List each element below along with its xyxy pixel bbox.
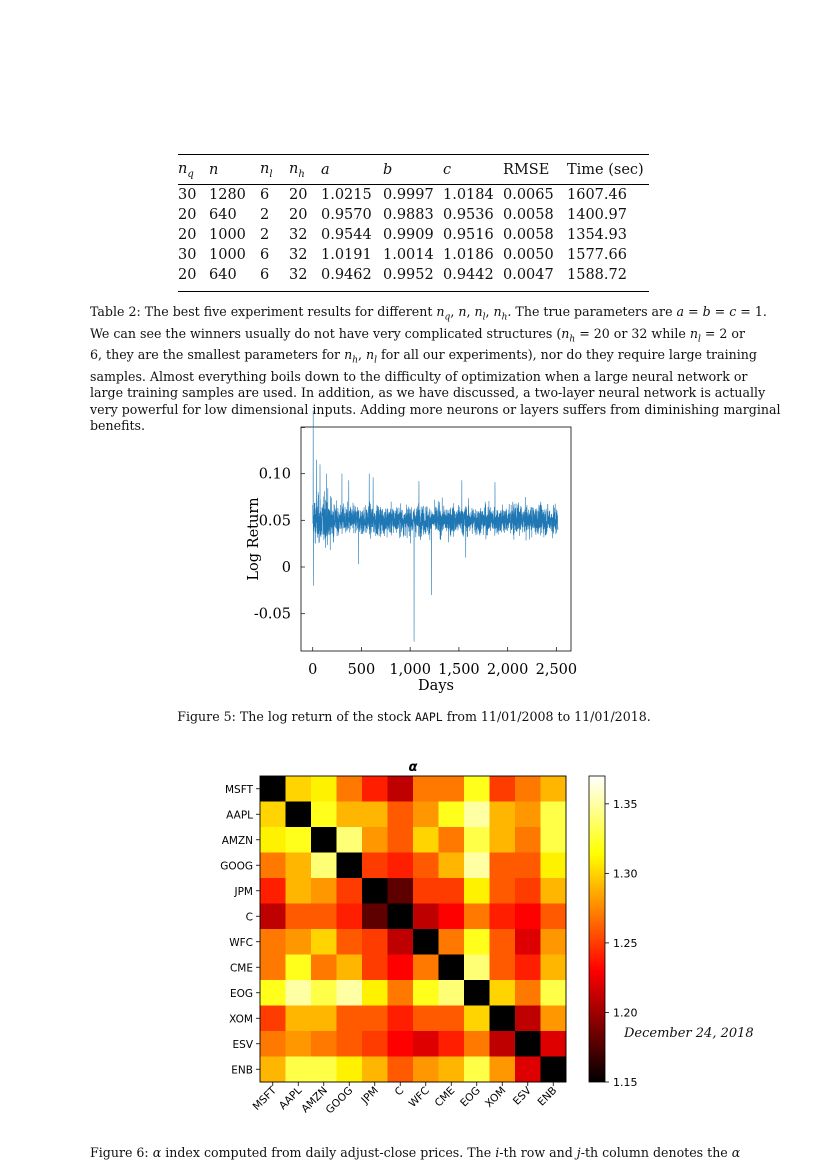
colorbar-tick-label: 1.15 <box>613 1076 638 1089</box>
heatmap-cell <box>490 904 516 930</box>
heatmap-col-label: AMZN <box>299 1084 330 1116</box>
heatmap-cell <box>337 827 363 853</box>
header-c: c <box>443 162 452 178</box>
heatmap-cell <box>286 980 312 1006</box>
header-time: Time (sec) <box>567 162 644 178</box>
heatmap-cell <box>464 776 490 802</box>
heatmap-cell <box>464 1006 490 1032</box>
heatmap-cell <box>311 802 337 828</box>
header-nq: $n_q$ <box>178 160 194 180</box>
table-cell: 6 <box>260 187 270 203</box>
y-tick-label: 0.05 <box>258 513 291 530</box>
table-cell: 1577.66 <box>567 247 627 263</box>
table-cell: 1000 <box>209 227 246 243</box>
table-caption-line: We can see the winners usually do not have very complicated structures ($n_h = 20$ or 32 while $n_l = 2$ or <box>90 325 746 345</box>
heatmap-cell <box>388 878 414 904</box>
header-nh: $n_h$ <box>289 160 305 180</box>
table-cell: 1280 <box>209 187 246 203</box>
heatmap-cell <box>311 929 337 955</box>
heatmap-cell <box>337 853 363 879</box>
heatmap-row-label: ESV <box>232 1038 253 1051</box>
table-caption-line: large training samples are used. In addition, as we have discussed, a two-layer neural network is actually <box>90 385 766 401</box>
x-tick-label: 1,000 <box>389 662 431 678</box>
heatmap-cell <box>362 1057 388 1083</box>
heatmap-cell <box>388 980 414 1006</box>
table-cell: 20 <box>289 187 308 203</box>
heatmap-cell <box>362 878 388 904</box>
heatmap-col-label: JPM <box>359 1084 381 1107</box>
heatmap-cell <box>515 802 541 828</box>
heatmap-cell <box>260 827 286 853</box>
header-n: n <box>209 162 219 178</box>
heatmap-row-label: JPM <box>234 885 253 898</box>
heatmap-cell <box>439 929 465 955</box>
heatmap-cell <box>260 802 286 828</box>
heatmap-cell <box>413 878 439 904</box>
heatmap-cell <box>439 1006 465 1032</box>
heatmap-row-label: WFC <box>229 936 253 949</box>
table-cell: 0.9462 <box>321 267 372 283</box>
table-cell: 0.0050 <box>503 247 554 263</box>
heatmap-cell <box>490 827 516 853</box>
heatmap-row-label: MSFT <box>225 783 253 796</box>
heatmap-cell <box>490 929 516 955</box>
heatmap-cell <box>515 853 541 879</box>
header-rmse: RMSE <box>503 162 550 178</box>
heatmap-col-label: ESV <box>510 1084 534 1108</box>
table-cell: 20 <box>289 207 308 223</box>
date-stamp: December 24, 2018 <box>624 1026 754 1041</box>
heatmap-cell <box>286 802 312 828</box>
table-cell: 1.0215 <box>321 187 372 203</box>
table-caption-line: 6, they are the smallest parameters for $n_h$, $n_l$ for all our experiments), nor do they require large training <box>90 347 757 366</box>
heatmap-cell <box>286 904 312 930</box>
heatmap-cell <box>260 776 286 802</box>
figure5-xlabel: Days <box>418 678 454 694</box>
heatmap-col-label: C <box>392 1084 407 1099</box>
heatmap-row-label: ENB <box>231 1064 253 1077</box>
heatmap-cell <box>515 980 541 1006</box>
x-tick-label: 2,500 <box>535 662 578 678</box>
heatmap-cell <box>464 1057 490 1083</box>
figure5-plot-frame <box>301 427 571 651</box>
heatmap-cell <box>362 1031 388 1057</box>
heatmap-cell <box>490 980 516 1006</box>
heatmap-cell <box>337 1006 363 1032</box>
figure6-caption <box>90 1145 741 1161</box>
figure5-caption-prefix: Figure 5: The log return of the stock <box>177 709 415 724</box>
colorbar-tick-label: 1.35 <box>613 797 638 811</box>
table-cell: 1.0184 <box>443 187 494 203</box>
table-caption-line: very powerful for low dimensional inputs. Adding more neurons or layers suffers from diminishing marginal <box>90 401 781 417</box>
heatmap-cell <box>286 1031 312 1057</box>
heatmap-row-label: GOOG <box>220 860 253 873</box>
heatmap-cell <box>362 853 388 879</box>
heatmap-cell <box>515 1031 541 1057</box>
heatmap-cell <box>286 827 312 853</box>
colorbar-tick-label: 1.30 <box>613 867 638 881</box>
heatmap-cell <box>311 904 337 930</box>
heatmap-cell <box>515 878 541 904</box>
table-cell: 1607.46 <box>567 187 627 203</box>
figure5-ylabel: Log Return <box>246 497 262 581</box>
figure6-cells <box>260 776 566 1082</box>
table-cell: 0.0065 <box>503 187 554 203</box>
table-caption-line: benefits. <box>90 417 146 433</box>
heatmap-cell <box>464 1031 490 1057</box>
figure5-caption <box>90 709 738 725</box>
heatmap-cell <box>515 929 541 955</box>
heatmap-cell <box>439 980 465 1006</box>
heatmap-cell <box>464 853 490 879</box>
table-cell: 0.9909 <box>383 227 434 243</box>
heatmap-cell <box>311 878 337 904</box>
x-tick-label: 1,500 <box>438 662 480 678</box>
heatmap-cell <box>490 878 516 904</box>
table-cell: 1000 <box>209 247 246 263</box>
heatmap-cell <box>541 1057 567 1083</box>
colorbar-tick-label: 1.20 <box>613 1006 638 1020</box>
heatmap-cell <box>490 1031 516 1057</box>
heatmap-cell <box>541 929 567 955</box>
heatmap-cell <box>260 1057 286 1083</box>
heatmap-cell <box>490 1057 516 1083</box>
figure6-caption-line: Figure 6: α index computed from daily adjust-close prices. The i-th row and j-th column denotes the α <box>90 1145 741 1160</box>
heatmap-row-label: AMZN <box>221 834 253 847</box>
y-tick-label: -0.05 <box>253 606 291 623</box>
table-cell: 640 <box>209 267 237 283</box>
table-cell: 1.0186 <box>443 247 494 263</box>
heatmap-cell <box>541 802 567 828</box>
table-cell: 0.0058 <box>503 227 554 243</box>
heatmap-cell <box>362 980 388 1006</box>
heatmap-cell <box>260 955 286 981</box>
heatmap-cell <box>413 955 439 981</box>
heatmap-cell <box>541 776 567 802</box>
table-cell: 20 <box>178 267 197 283</box>
heatmap-col-label: WFC <box>406 1084 432 1110</box>
figure6-colorbar-ticks <box>605 798 638 1089</box>
figure5-series-line <box>313 411 558 642</box>
heatmap-cell <box>490 955 516 981</box>
heatmap-cell <box>286 878 312 904</box>
heatmap-cell <box>413 1057 439 1083</box>
x-tick-label: 0 <box>308 662 318 678</box>
heatmap-cell <box>260 980 286 1006</box>
table-cell: 0.0058 <box>503 207 554 223</box>
heatmap-cell <box>362 955 388 981</box>
table-cell: 0.9536 <box>443 207 494 223</box>
heatmap-cell <box>311 1006 337 1032</box>
figure5-caption-suffix: from 11/01/2008 to 11/01/2018. <box>442 709 651 724</box>
heatmap-col-label: MSFT <box>250 1084 279 1113</box>
figure5-caption-ticker: AAPL <box>415 710 443 724</box>
heatmap-cell <box>388 776 414 802</box>
heatmap-cell <box>388 955 414 981</box>
heatmap-cell <box>439 1057 465 1083</box>
heatmap-cell <box>464 802 490 828</box>
heatmap-cell <box>490 776 516 802</box>
heatmap-col-label: GOOG <box>323 1084 356 1117</box>
heatmap-cell <box>413 929 439 955</box>
table-cell: 0.9570 <box>321 207 372 223</box>
heatmap-row-label: C <box>245 911 253 924</box>
heatmap-row-label: AAPL <box>226 809 253 822</box>
heatmap-cell <box>439 827 465 853</box>
heatmap-col-label: CME <box>432 1084 458 1110</box>
heatmap-cell <box>541 878 567 904</box>
heatmap-cell <box>388 853 414 879</box>
heatmap-cell <box>337 1057 363 1083</box>
heatmap-cell <box>337 904 363 930</box>
heatmap-cell <box>413 853 439 879</box>
heatmap-cell <box>311 955 337 981</box>
heatmap-cell <box>311 980 337 1006</box>
heatmap-cell <box>541 1006 567 1032</box>
heatmap-cell <box>515 776 541 802</box>
heatmap-cell <box>260 904 286 930</box>
heatmap-row-label: CME <box>229 962 253 975</box>
y-tick-label: 0 <box>281 560 291 576</box>
heatmap-cell <box>337 980 363 1006</box>
heatmap-cell <box>337 1031 363 1057</box>
heatmap-cell <box>541 1031 567 1057</box>
heatmap-cell <box>464 955 490 981</box>
heatmap-cell <box>439 878 465 904</box>
heatmap-cell <box>439 955 465 981</box>
heatmap-cell <box>439 1031 465 1057</box>
heatmap-cell <box>362 1006 388 1032</box>
heatmap-cell <box>362 904 388 930</box>
heatmap-cell <box>260 1006 286 1032</box>
table-cell: 1.0191 <box>321 247 372 263</box>
heatmap-col-label: ENB <box>535 1084 560 1109</box>
y-tick-label: 0.10 <box>258 466 291 483</box>
table-cell: 0.9544 <box>321 227 372 243</box>
table-cell: 1.0014 <box>383 247 434 263</box>
heatmap-cell <box>439 853 465 879</box>
heatmap-cell <box>286 955 312 981</box>
table-cell: 0.9883 <box>383 207 434 223</box>
heatmap-cell <box>337 776 363 802</box>
heatmap-cell <box>362 929 388 955</box>
table-cell: 0.9952 <box>383 267 434 283</box>
heatmap-cell <box>439 904 465 930</box>
figure6-colorbar <box>589 776 605 1082</box>
heatmap-cell <box>490 1006 516 1032</box>
table-cell: 32 <box>289 227 308 243</box>
heatmap-cell <box>388 827 414 853</box>
heatmap-cell <box>362 802 388 828</box>
colorbar-tick-label: 1.25 <box>613 936 638 950</box>
heatmap-cell <box>388 929 414 955</box>
heatmap-cell <box>388 904 414 930</box>
heatmap-cell <box>413 802 439 828</box>
heatmap-cell <box>515 827 541 853</box>
heatmap-cell <box>311 776 337 802</box>
x-tick-label: 2,000 <box>486 662 529 678</box>
heatmap-cell <box>490 802 516 828</box>
heatmap-cell <box>541 853 567 879</box>
heatmap-cell <box>464 878 490 904</box>
heatmap-cell <box>413 1031 439 1057</box>
heatmap-cell <box>464 904 490 930</box>
heatmap-cell <box>413 776 439 802</box>
table-caption-line: Table 2: The best five experiment results for different $n_q$, n, $n_l$, $n_h$. The true parameters are a = b = c = 1. <box>90 304 767 323</box>
table-cell: 0.9442 <box>443 267 494 283</box>
heatmap-cell <box>413 980 439 1006</box>
heatmap-cell <box>311 1057 337 1083</box>
heatmap-cell <box>362 827 388 853</box>
heatmap-col-label: XOM <box>483 1084 509 1110</box>
heatmap-cell <box>413 1006 439 1032</box>
heatmap-cell <box>337 929 363 955</box>
table-cell: 0.0047 <box>503 267 554 283</box>
table-cell: 1400.97 <box>567 207 627 223</box>
table-cell: 20 <box>178 207 197 223</box>
table-caption-line: samples. Almost everything boils down to the difficulty of optimization when a large neural network or <box>90 369 748 385</box>
table-cell: 2 <box>260 207 270 223</box>
figure5-axes <box>254 428 577 679</box>
header-a: a <box>321 162 330 178</box>
heatmap-cell <box>286 1057 312 1083</box>
figure6-heatmap <box>0 740 827 1140</box>
heatmap-col-label: EOG <box>458 1084 483 1110</box>
heatmap-cell <box>541 980 567 1006</box>
table-cell: 20 <box>178 227 197 243</box>
heatmap-cell <box>362 776 388 802</box>
heatmap-cell <box>439 802 465 828</box>
heatmap-cell <box>464 827 490 853</box>
heatmap-cell <box>260 878 286 904</box>
heatmap-cell <box>515 904 541 930</box>
table-cell: 1588.72 <box>567 267 627 283</box>
table-cell: 2 <box>260 227 270 243</box>
table-cell: 30 <box>178 247 197 263</box>
heatmap-cell <box>388 1006 414 1032</box>
figure6-title: α <box>408 760 418 775</box>
heatmap-cell <box>439 776 465 802</box>
heatmap-cell <box>388 1031 414 1057</box>
header-b: b <box>383 162 393 178</box>
heatmap-col-label: AAPL <box>276 1084 305 1113</box>
table-cell: 30 <box>178 187 197 203</box>
table-cell: 6 <box>260 267 270 283</box>
heatmap-cell <box>541 955 567 981</box>
heatmap-cell <box>464 929 490 955</box>
heatmap-cell <box>541 904 567 930</box>
heatmap-cell <box>337 878 363 904</box>
heatmap-cell <box>541 827 567 853</box>
heatmap-cell <box>311 853 337 879</box>
heatmap-cell <box>286 1006 312 1032</box>
heatmap-cell <box>464 980 490 1006</box>
heatmap-cell <box>515 1057 541 1083</box>
heatmap-row-label: XOM <box>229 1013 253 1026</box>
heatmap-cell <box>515 955 541 981</box>
table-cell: 1354.93 <box>567 227 627 243</box>
heatmap-cell <box>286 929 312 955</box>
heatmap-cell <box>260 1031 286 1057</box>
table-cell: 0.9997 <box>383 187 434 203</box>
header-nl: $n_l$ <box>260 160 273 180</box>
heatmap-cell <box>388 1057 414 1083</box>
heatmap-row-label: EOG <box>229 987 253 1000</box>
table-cell: 6 <box>260 247 270 263</box>
x-tick-label: 500 <box>347 662 376 678</box>
heatmap-cell <box>311 1031 337 1057</box>
heatmap-cell <box>286 776 312 802</box>
heatmap-cell <box>413 904 439 930</box>
heatmap-cell <box>515 1006 541 1032</box>
heatmap-cell <box>260 853 286 879</box>
heatmap-cell <box>311 827 337 853</box>
table-cell: 32 <box>289 247 308 263</box>
heatmap-cell <box>490 853 516 879</box>
heatmap-cell <box>337 802 363 828</box>
heatmap-cell <box>388 802 414 828</box>
table-cell: 32 <box>289 267 308 283</box>
heatmap-cell <box>337 955 363 981</box>
table-cell: 640 <box>209 207 237 223</box>
table-cell: 0.9516 <box>443 227 494 243</box>
heatmap-cell <box>260 929 286 955</box>
heatmap-cell <box>286 853 312 879</box>
heatmap-cell <box>413 827 439 853</box>
